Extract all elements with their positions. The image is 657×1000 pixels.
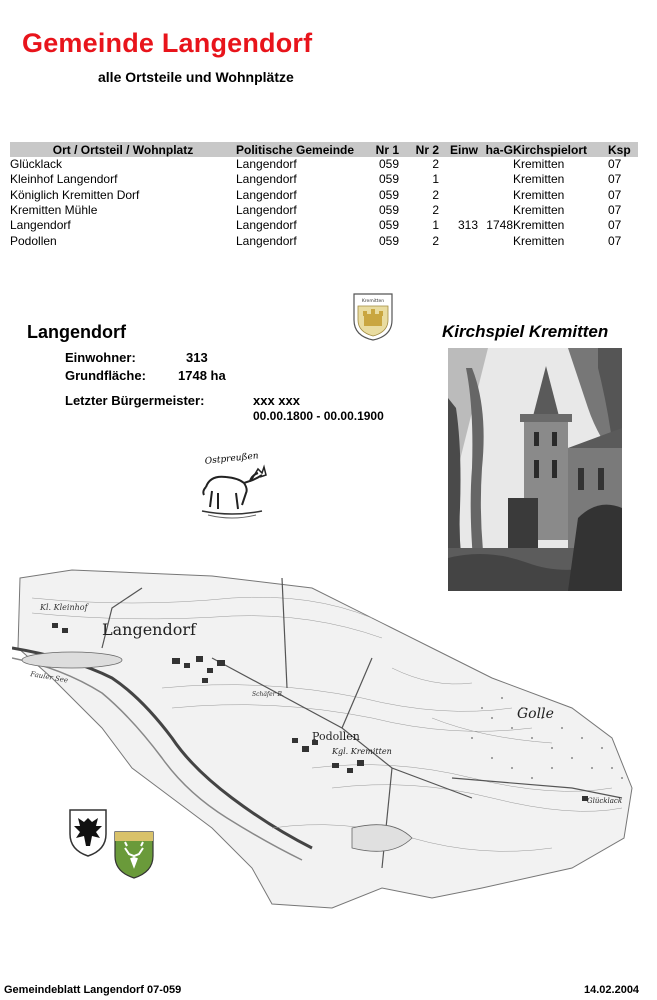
cell-nr1: 059: [378, 187, 399, 202]
cell-gemeinde: Langendorf: [236, 218, 297, 233]
buergermeister-name: xxx xxx: [253, 393, 300, 408]
buergermeister-dates: 00.00.1800 - 00.00.1900: [253, 409, 384, 423]
col-header-nr2: Nr 2: [399, 142, 439, 157]
crest-top-label: Kremitten: [361, 299, 385, 304]
flaeche-value: 1748 ha: [178, 368, 226, 383]
cell-nr1: 059: [378, 203, 399, 218]
page-subtitle: alle Ortsteile und Wohnplätze: [98, 69, 294, 85]
table-row: [10, 172, 638, 187]
ostpreussen-elk-logo: [192, 445, 272, 523]
map-label-podollen: Podollen: [312, 730, 360, 743]
cell-ha: [478, 233, 513, 248]
cell-nr2: 2: [432, 233, 439, 248]
cell-einw: [439, 233, 478, 248]
table-row: [10, 188, 638, 203]
cell-ha: [478, 172, 513, 187]
cell-einw: [439, 188, 478, 203]
cell-nr2: 2: [432, 203, 439, 218]
cell-ort: Kleinhof Langendorf: [10, 172, 118, 187]
col-header-ort: Ort / Ortsteil / Wohnplatz: [10, 142, 236, 157]
cell-nr1: 059: [378, 157, 399, 172]
col-header-ha: ha-G: [478, 142, 513, 157]
einwohner-value: 313: [186, 350, 208, 365]
cell-einw: [439, 203, 478, 218]
church-photo: [448, 348, 622, 591]
cell-ha: 1748: [486, 218, 513, 233]
cell-ksp: 07: [608, 233, 622, 248]
map-label-langendorf: Langendorf: [102, 620, 196, 639]
page-title: Gemeinde Langendorf: [22, 28, 313, 58]
col-header-kirchspielort: Kirchspielort: [513, 142, 608, 157]
map-label-schaefer: Schäfer B.: [252, 691, 284, 698]
cell-nr1: 059: [378, 233, 399, 248]
cell-nr1: 059: [378, 218, 399, 233]
cell-nr2: 2: [432, 187, 439, 202]
footer-date: 14.02.2004: [584, 984, 640, 996]
cell-ksp: 07: [608, 172, 622, 187]
topographic-map: [12, 568, 634, 913]
table-header-row: [10, 142, 638, 157]
cell-ort: Königlich Kremitten Dorf: [10, 187, 140, 202]
cell-ksp: 07: [608, 203, 622, 218]
cell-nr1: 059: [378, 172, 399, 187]
cell-einw: [439, 172, 478, 187]
cell-kirchspielort: Kremitten: [513, 203, 565, 218]
map-label-kremitten: Kgl. Kremitten: [332, 747, 392, 756]
buergermeister-label: Letzter Bürgermeister:: [65, 393, 205, 408]
table-row: [10, 218, 638, 233]
cell-ort: Glücklack: [10, 157, 63, 172]
footer-doc-id: Gemeindeblatt Langendorf 07-059: [4, 984, 182, 996]
table-row: [10, 233, 638, 248]
cell-kirchspielort: Kremitten: [513, 187, 565, 202]
cell-nr2: 1: [432, 172, 439, 187]
elk-logo-label: Ostpreußen: [204, 451, 260, 467]
cell-ha: [478, 157, 513, 172]
places-table: [10, 142, 638, 249]
cell-kirchspielort: Kremitten: [513, 218, 565, 233]
table-row: [10, 203, 638, 218]
eagle-crest-icon: [68, 808, 108, 858]
cell-nr2: 1: [432, 218, 439, 233]
cell-gemeinde: Langendorf: [236, 157, 297, 172]
map-label-kleinhof: Kl. Kleinhof: [40, 603, 88, 612]
ort-heading: Langendorf: [27, 322, 126, 342]
kremitten-crest-icon: [352, 292, 394, 342]
col-header-nr1: Nr 1: [364, 142, 399, 157]
cell-gemeinde: Langendorf: [236, 187, 297, 202]
table-row: [10, 157, 638, 172]
cell-ort: Kremitten Mühle: [10, 203, 98, 218]
map-label-gluecklack: Glücklack: [587, 797, 623, 805]
col-header-ksp: Ksp: [608, 142, 638, 157]
col-header-einw: Einw: [439, 142, 478, 157]
flaeche-label: Grundfläche:: [65, 368, 146, 383]
cell-kirchspielort: Kremitten: [513, 172, 565, 187]
cell-einw: [439, 157, 478, 172]
cell-ksp: 07: [608, 218, 622, 233]
cell-gemeinde: Langendorf: [236, 172, 297, 187]
einwohner-label: Einwohner:: [65, 350, 136, 365]
cell-ksp: 07: [608, 157, 622, 172]
cell-nr2: 2: [432, 157, 439, 172]
cell-kirchspielort: Kremitten: [513, 157, 565, 172]
cell-ksp: 07: [608, 187, 622, 202]
cell-einw: 313: [457, 218, 478, 233]
cell-gemeinde: Langendorf: [236, 233, 297, 248]
cell-gemeinde: Langendorf: [236, 203, 297, 218]
map-label-golle: Golle: [517, 706, 554, 722]
col-header-gemeinde: Politische Gemeinde: [236, 142, 364, 157]
cell-ha: [478, 203, 513, 218]
cell-ort: Podollen: [10, 233, 57, 248]
cell-kirchspielort: Kremitten: [513, 233, 565, 248]
elk-crest-icon: [113, 830, 155, 880]
cell-ha: [478, 188, 513, 203]
cell-ort: Langendorf: [10, 218, 71, 233]
map-label-fauler-see: Fauler See: [29, 670, 69, 685]
kirchspiel-heading: Kirchspiel Kremitten: [442, 322, 609, 341]
